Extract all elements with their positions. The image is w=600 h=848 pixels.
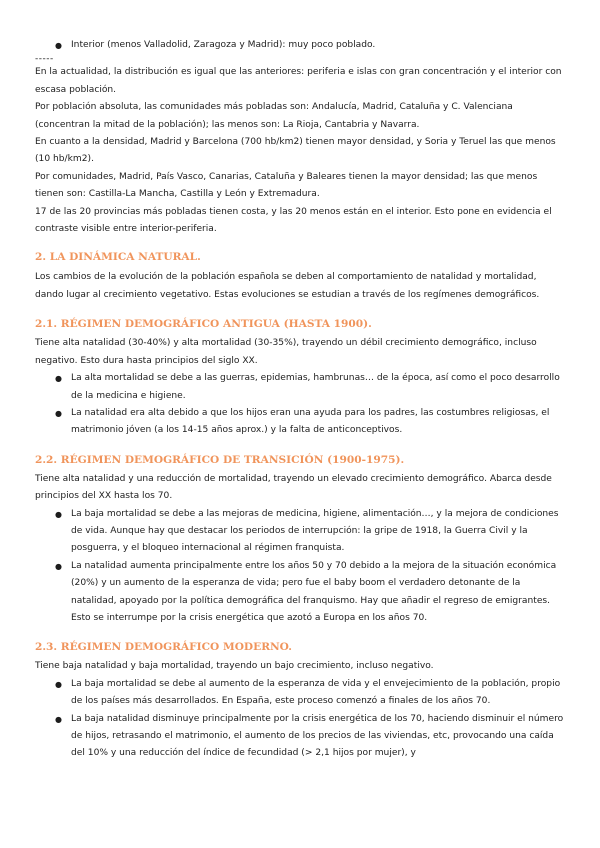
list-item <box>35 37 565 54</box>
bullet-icon: ● <box>55 509 62 519</box>
paragraph: Tiene baja natalidad y baja mortalidad, trayendo un bajo crecimiento, incluso negativo. <box>35 661 434 672</box>
bullet-list-regimen-moderno <box>35 676 565 763</box>
list-item <box>35 711 565 763</box>
list-item-text: Interior (menos Valladolid, Zaragoza y Madrid): muy poco poblado. <box>71 40 376 50</box>
document-content <box>35 37 565 763</box>
paragraph: Tiene alta natalidad y una reducción de mortalidad, trayendo un elevado crecimiento demográfico. Abarca desde principios del XX hasta los 70. <box>35 473 552 502</box>
bullet-icon: ● <box>55 679 62 689</box>
list-item <box>35 370 565 405</box>
list-item <box>35 676 565 711</box>
bullet-icon: ● <box>55 408 62 418</box>
paragraph: 17 de las 20 provincias más pobladas tienen costa, y las 20 menos están en el interior. Esto pone en evidencia el contraste visible entre interior-periferia. <box>35 206 552 235</box>
paragraph: Por población absoluta, las comunidades más pobladas son: Andalucía, Madrid, Cataluña y C. Valenciana (concentran la mitad de la población); las menos son: La Rioja, Cantabria y Navarra. <box>35 102 513 130</box>
list-item-text: La natalidad aumenta principalmente entre los años 50 y 70 debido a la mejora de la situación económica (20%) y un aumento de la esperanza de vida; pero fue el baby boom el verdadero detonante de la natalidad, apoyado por la política demográfica del franquismo. Hay que añadir el regreso de emigrantes. Esto se interrumpe por la crisis energética que azotó a Europa en los años 70. <box>71 560 557 623</box>
paragraph: Los cambios de la evolución de la población española se deben al comportamiento de natalidad y mortalidad, dando lugar al crecimiento vegetativo. Estas evoluciones se estudian a través de los regímenes demográficos. <box>35 272 540 300</box>
paragraph: Tiene alta natalidad (30-40%) y alta mortalidad (30-35%), trayendo un débil crecimiento demográfico, incluso negativo. Esto dura hasta principios del siglo XX. <box>35 338 537 366</box>
separator-dots: ----- <box>35 54 54 65</box>
intro-bullet-list <box>35 37 565 54</box>
list-item-text: La baja mortalidad se debe a las mejoras de medicina, higiene, alimentación…, y la mejora de condiciones de vida. Aunque hay que destacar los periodos de interrupción: la gripe de 1918, la Guerra Civil y la posguerra, y el bloqueo internacional al régimen franquista. <box>71 508 559 554</box>
bullet-list-regimen-transicion <box>35 506 565 628</box>
list-item-text: La baja mortalidad se debe al aumento de la esperanza de vida y el envejecimiento de la población, propio de los países más desarrollados. En España, este proceso comenzó a finales de los años 70. <box>71 678 561 707</box>
list-item <box>35 405 565 440</box>
list-item-text: La alta mortalidad se debe a las guerras, epidemias, hambrunas… de la época, así como el poco desarrollo de la medicina e higiene. <box>71 373 560 401</box>
section-heading-regimen-antiguo: 2.1. RÉGIMEN DEMOGRÁFICO ANTIGUA (HASTA 1900). <box>35 318 372 331</box>
section-heading-regimen-transicion: 2.2. RÉGIMEN DEMOGRÁFICO DE TRANSICIÓN (1900-1975). <box>35 453 405 466</box>
list-item <box>35 506 565 558</box>
section-heading-dinamica-natural: 2. LA DINÁMICA NATURAL. <box>35 251 201 264</box>
bullet-icon: ● <box>55 374 62 384</box>
paragraph: En la actualidad, la distribución es igual que las anteriores: periferia e islas con gran concentración y el interior con escasa población. <box>35 67 562 95</box>
bullet-icon: ● <box>55 561 62 571</box>
paragraph: Por comunidades, Madrid, País Vasco, Canarias, Cataluña y Baleares tienen la mayor densidad; las que menos tienen son: Castilla-La Mancha, Castilla y León y Extremadura. <box>35 171 538 200</box>
paragraph: En cuanto a la densidad, Madrid y Barcelona (700 hb/km2) tienen mayor densidad, y Soria y Teruel las que menos (10 hb/km2). <box>35 137 556 165</box>
list-item <box>35 558 565 628</box>
section-heading-regimen-moderno: 2.3. RÉGIMEN DEMOGRÁFICO MODERNO. <box>35 641 292 654</box>
list-item-text: La natalidad era alta debido a que los hijos eran una ayuda para los padres, las costumbres religiosas, el matrimonio jóven (a los 14-15 años aprox.) y la falta de anticonceptivos. <box>71 407 550 436</box>
bullet-icon: ● <box>55 714 62 724</box>
list-item-text: La baja natalidad disminuye principalmente por la crisis energética de los 70, haciendo disminuir el número de hijos, retrasando el matrimonio, el aumento de los precios de las viviendas, etc, provocando una caída del 10% y una reducción del índice de fecundidad (> 2,1 hijos por mujer), y <box>71 713 564 759</box>
bullet-icon: ● <box>55 41 62 50</box>
bullet-list-regimen-antiguo <box>35 370 565 440</box>
